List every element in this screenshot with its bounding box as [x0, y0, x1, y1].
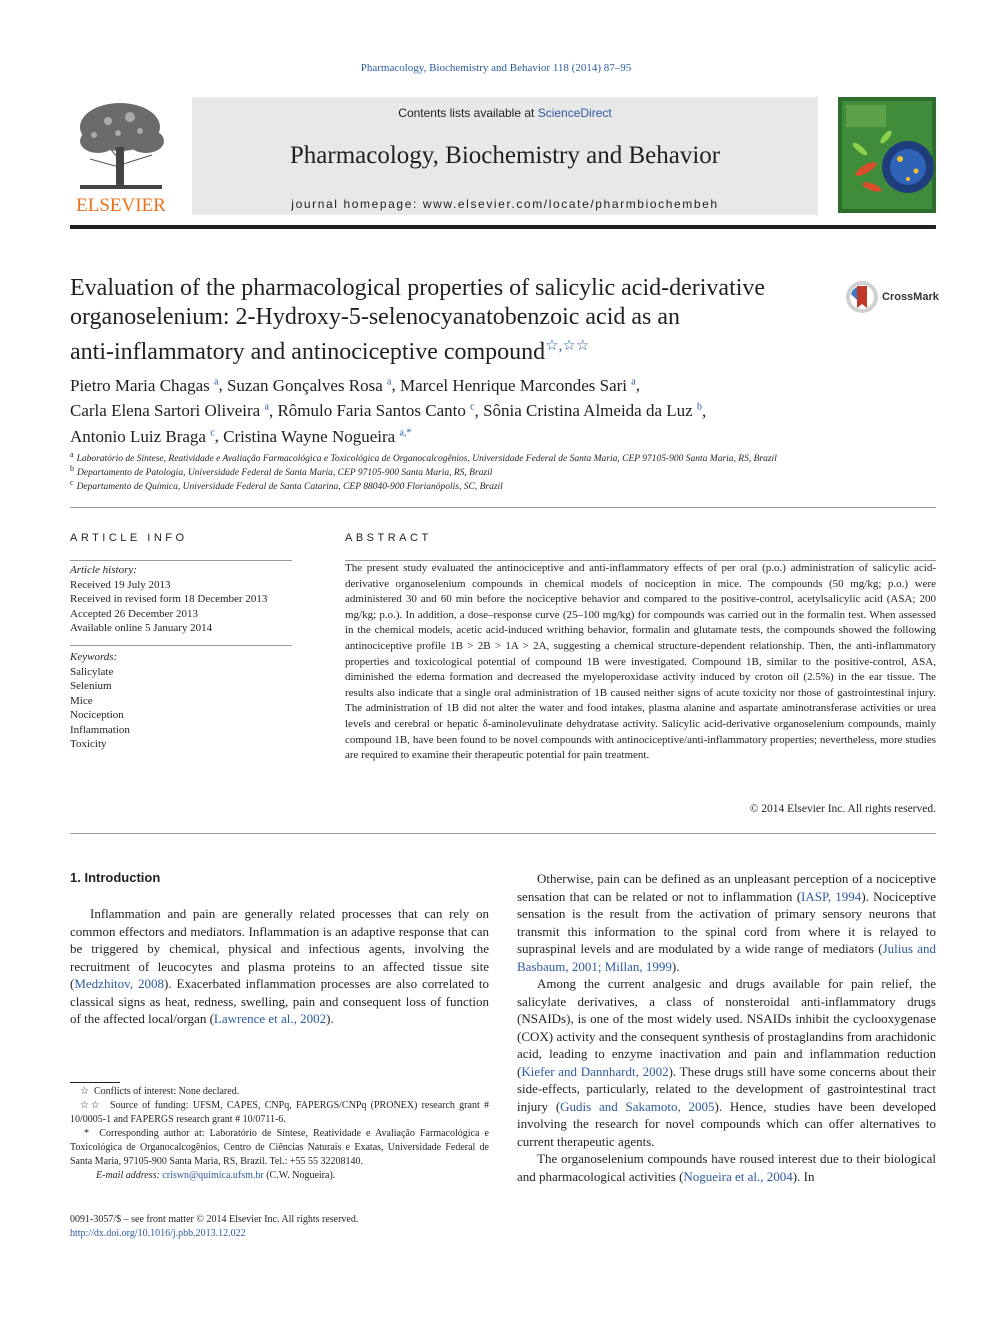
crossmark-badge[interactable] [845, 280, 939, 314]
citation-link[interactable]: Gudis and Sakamoto, 2005 [560, 1098, 715, 1114]
title-footnote-marks[interactable]: ☆,☆☆ [545, 338, 590, 354]
title-line-3: anti-inflammatory and antinociceptive compound [70, 339, 546, 365]
author-list: Pietro Maria Chagas $^a$, Suzan Gonçalves Rosa $^a$, Marcel Henrique Marcondes Sari $^a$, Carla Elena Sartori Oliveira $^a$, Rômulo Faria Santos Canto $^c$, Sônia Cristina Almeida da Luz $^b$, Antonio Luiz Braga $^c$, Cristina Wayne Nogueira $^{a,*}$ [70, 375, 707, 446]
body-left-column [70, 905, 489, 1028]
article-history [70, 563, 292, 636]
keyword: Nociception [70, 709, 124, 721]
footnote-rule [70, 1082, 120, 1083]
history-accepted: Accepted 26 December 2013 [70, 607, 198, 620]
citation-link[interactable]: Lawrence et al., 2002 [213, 1011, 327, 1026]
header-rule [70, 225, 936, 229]
crossmark-icon [845, 280, 879, 314]
keyword: Selenium [70, 680, 112, 692]
title-line-2: organoselenium: 2-Hydroxy-5-selenocyanatobenzoic acid as an [70, 304, 681, 330]
author[interactable]: Carla Elena Sartori Oliveira $^a$ [70, 401, 269, 421]
citation-link[interactable]: Medzhitov, 2008 [74, 976, 164, 991]
citation-link[interactable]: Kiefer and Dannhardt, 2002 [521, 1063, 669, 1079]
author[interactable]: Antonio Luiz Braga $^c$ [70, 426, 215, 446]
abstract-copyright: © 2014 Elsevier Inc. All rights reserved. [749, 803, 936, 815]
abstract-heading: ABSTRACT [345, 532, 432, 544]
doi-link[interactable]: http://dx.doi.org/10.1016/j.pbb.2013.12.022 [70, 1228, 246, 1239]
history-label: Article history: [70, 564, 137, 576]
section-divider [70, 833, 936, 834]
keywords-list [70, 650, 292, 752]
article-info-rule [70, 560, 292, 561]
history-received: Received 19 July 2013 [70, 578, 171, 591]
intro-paragraph: Otherwise, pain can be defined as an unpleasant perception of a nociceptive sensation that can be related or not to inflammation (IASP, 1994). Nociceptive sensation is the result from the activation of primary sensory neurons that transmit this information to the spinal cord from where it is relayed to supraspinal levels and are modulated by a wide range of mediators (Julius and Basbaum, 2001; Millan, 1999). [517, 871, 936, 974]
elsevier-tree-icon [70, 97, 172, 215]
abstract-text: The present study evaluated the antinociceptive and anti-inflammatory effects of per oral (p.o.) administration of salicylic acid-derivative organoselenium compounds in chemical models of nociception in mice. The compounds (50 mg/kg; p.o.) were administered 30 and 60 min before the nociceptive behavior and compared to the positive-control, acetylsalicylic acid (ASA; 200 mg/kg; p.o.). In addition, a dose–response curve (25–100 mg/kg) for compounds was carried out in the formalin test. When assessed in the chemical models, acetic acid-induced writhing behavior, formalin and glutamate tests, the compounds showed the following antinociceptive profile 1B > 2B > 1A > 2A, suggesting a chemical structure-dependent relationship. Then, the anti-inflammatory properties and toxicological potential of compound 1B were investigated. Compound 1B, similar to the positive-control, ASA, diminished the edema formation and decreased the myeloperoxidase activity induced by croton oil (2.5%) in the ear tissue. The results also indicate that a single oral administration of 1B caused neither signs of acute toxicity nor those of gastrointestinal injury. The administration of 1B did not alter the water and food intakes, plasma alanine and aspartate aminotransferase activities or urea levels and cerebral or hepatic δ-aminolevulinate dehydratase activity. Salicylic acid-derivative organoselenium compounds, mainly compound 1B, have been found to be novel compounds with antinociceptive/anti-inflammatory properties; nevertheless, more studies are required to examine their therapeutic potential for pain treatment. [345, 562, 936, 762]
journal-citation[interactable]: Pharmacology, Biochemistry and Behavior 118 (2014) 87–95 [360, 62, 632, 74]
contents-line [192, 106, 818, 120]
issn-line: 0091-3057/$ – see front matter © 2014 Elsevier Inc. All rights reserved. [70, 1214, 359, 1225]
intro-paragraph: Inflammation and pain are generally related processes that can rely on common effectors and mediators. Inflammation is an adaptive response that can be triggered by chemical, physical and infectious agents, involving the recruitment of leucocytes and plasma proteins to an affected tissue site (Medzhitov, 2008). Exacerbated inflammation processes are also correlated to classical signs as heat, redness, swelling, pain and consequent loss of function of the affected local/organ (Lawrence et al., 2002). [70, 906, 489, 1026]
email-link[interactable]: criswn@quimica.ufsm.br [162, 1170, 264, 1181]
front-matter [70, 1213, 358, 1241]
citation-link[interactable]: IASP, 1994 [801, 888, 862, 904]
keyword: Mice [70, 694, 93, 707]
footnote-conflicts: ☆ Conflicts of interest: None declared. [80, 1086, 240, 1097]
journal-name: Pharmacology, Biochemistry and Behavior [289, 142, 721, 169]
elsevier-logo [70, 97, 172, 215]
author[interactable]: Pietro Maria Chagas $^a$ [70, 375, 219, 395]
journal-homepage[interactable]: journal homepage: www.elsevier.com/locate/pharmbiochembeh [291, 197, 719, 211]
footnote-corresponding: * Corresponding author at: Laboratório de Síntese, Reatividade e Avaliação Farmacológica e Toxicológica de Organocalcogênios, Centro de Ciências Naturais e Exatas, Universidade Federal de Santa Maria, 97105-900 Santa Maria, RS, Brazil. Tel.: +55 55 32208140. [70, 1128, 489, 1167]
title-line-1: Evaluation of the pharmacological properties of salicylic acid-derivative [70, 275, 766, 301]
author[interactable]: Rômulo Faria Santos Canto $^c$ [277, 401, 475, 421]
keyword: Toxicity [70, 738, 107, 750]
keyword: Salicylate [70, 665, 114, 678]
affiliation: $^a$ Laboratório de Síntese, Reatividade e Avaliação Farmacológica e Toxicológica de Organocalcogênios, Universidade Federal de Santa Maria, CEP 97105-900 Santa Maria, RS, Brazil [70, 450, 777, 465]
footnote-email: E-mail address: criswn@quimica.ufsm.br (C.W. Nogueira). [96, 1170, 336, 1181]
article-title [70, 274, 830, 367]
footnote-funding: ☆☆ Source of funding: UFSM, CAPES, CNPq, FAPERGS/CNPq (PRONEX) research grant # 10/0005-1 and FAPERGS research grant # 10/0711-6. [70, 1100, 490, 1125]
keywords-rule [70, 645, 292, 646]
footnotes [70, 1085, 489, 1183]
sciencedirect-link[interactable]: ScienceDirect [537, 106, 612, 120]
contents-prefix: Contents lists available at [398, 106, 538, 120]
intro-paragraph: The organoselenium compounds have roused interest due to their biological and pharmacological activities (Nogueira et al., 2004). In [517, 1151, 936, 1184]
history-revised: Received in revised form 18 December 2013 [70, 593, 268, 605]
citation-link[interactable]: Nogueira et al., 2004 [683, 1168, 793, 1184]
introduction-heading: 1. Introduction [70, 870, 161, 885]
history-online: Available online 5 January 2014 [70, 622, 213, 634]
elsevier-wordmark: ELSEVIER [76, 195, 166, 215]
intro-paragraph: Among the current analgesic and drugs available for pain relief, the salicylate derivatives, a class of nonsteroidal anti-inflammatory drugs (NSAIDs), is one of the most widely used. NSAIDs inhibit the cyclooxygenase (COX) activity and the consequent synthesis of prostaglandins from arachidonic acid, leading to enzyme inactivation and pain and inflammation reduction (Kiefer and Dannhardt, 2002). These drugs still have some concerns about their side-effects, particularly, related to the development of gastrointestinal tract injury (Gudis and Sakamoto, 2005). Hence, studies have been developed involving the research for novel compounds which can offer alternatives to current therapeutic agents. [517, 976, 936, 1149]
journal-cover-image [838, 97, 936, 213]
section-divider [70, 507, 936, 508]
keyword: Inflammation [70, 723, 130, 736]
author[interactable]: Sônia Cristina Almeida da Luz $^b$ [483, 401, 702, 421]
citation-link[interactable]: Julius and Basbaum, 2001; Millan, 1999 [517, 941, 936, 974]
article-info-heading: ARTICLE INFO [70, 532, 188, 544]
author[interactable]: Cristina Wayne Nogueira $^{a,*}$ [223, 426, 412, 446]
author[interactable]: Suzan Gonçalves Rosa $^a$ [226, 375, 392, 395]
keywords-label: Keywords: [70, 651, 118, 663]
affiliation: $^b$ Departamento de Patologia, Universidade Federal de Santa Maria, CEP 97105-900 Santa Maria, RS, Brazil [70, 464, 493, 479]
body-right-column [517, 870, 936, 1185]
author[interactable]: Marcel Henrique Marcondes Sari $^a$ [399, 375, 636, 395]
affiliation: $^c$ Departamento de Química, Universidade Federal de Santa Catarina, CEP 88040-900 Florianópolis, SC, Brazil [70, 478, 503, 493]
crossmark-label: CrossMark [882, 291, 939, 303]
